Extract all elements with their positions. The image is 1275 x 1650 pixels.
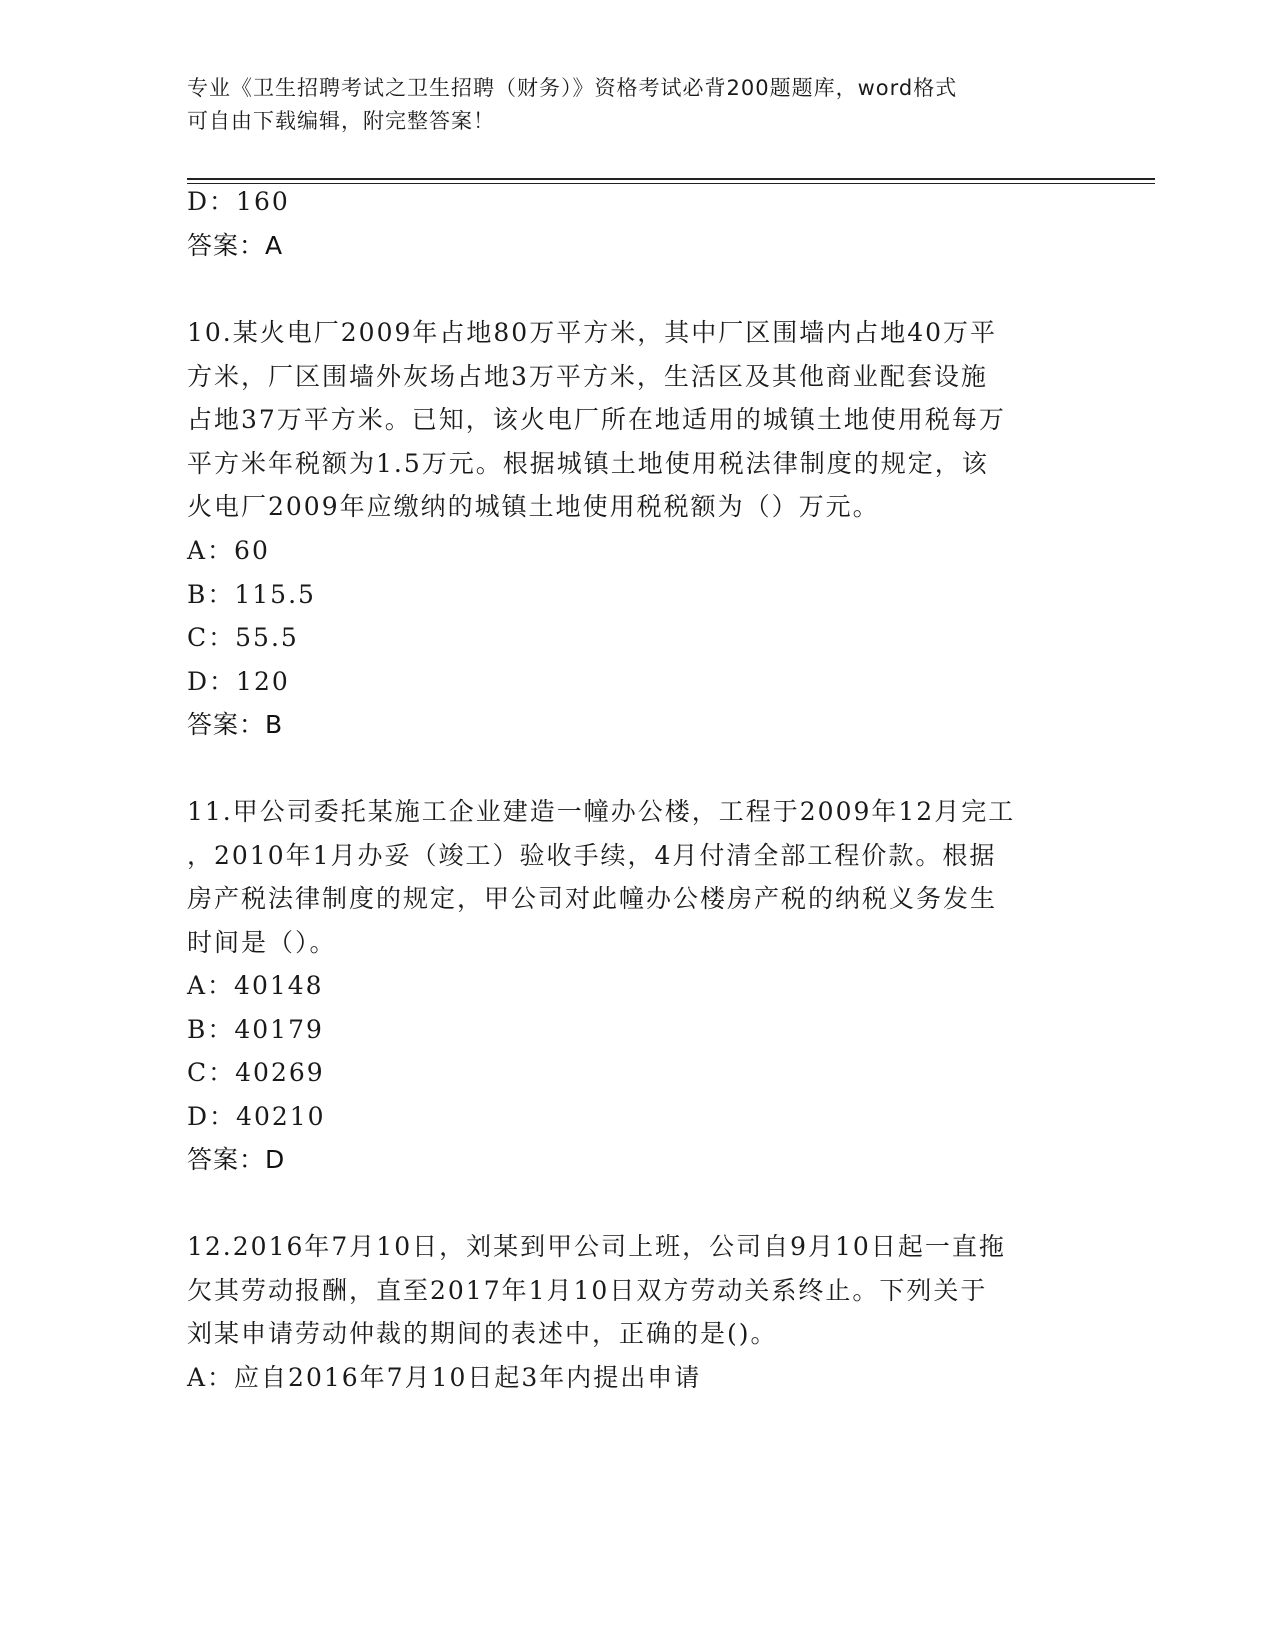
q10-stem-line-4: 平方米年税额为1.5万元。根据城镇土地使用税法律制度的规定，该 (187, 449, 989, 478)
q11-option-c: C：40269 (187, 1058, 325, 1087)
q11-option-d: D：40210 (187, 1102, 326, 1131)
q11-stem-line-3: 房产税法律制度的规定，甲公司对此幢办公楼房产税的纳税义务发生 (187, 884, 998, 913)
q11-option-a: A：40148 (187, 971, 324, 1000)
q12-stem-line-1: 12.2016年7月10日，刘某到甲公司上班，公司自9月10日起一直拖 (187, 1232, 1006, 1261)
q10-stem-line-2: 方米，厂区围墙外灰场占地3万平方米，生活区及其他商业配套设施 (187, 362, 988, 391)
q10-option-c: C：55.5 (187, 623, 299, 652)
q9-option-d: D：160 (187, 187, 290, 216)
q10-option-b: B：115.5 (187, 580, 316, 609)
q10-answer: 答案：B (187, 710, 284, 739)
header-divider-thin (187, 183, 1155, 184)
q11-answer: 答案：D (187, 1145, 286, 1174)
q11-stem-line-1: 11.甲公司委托某施工企业建造一幢办公楼，工程于2009年12月完工 (187, 797, 1016, 826)
header-title-line-2: 可自由下载编辑，附完整答案！ (187, 109, 495, 133)
q11-stem-line-2: ，2010年1月办妥（竣工）验收手续，4月付清全部工程价款。根据 (187, 841, 997, 870)
header-title-line-1: 专业《卫生招聘考试之卫生招聘（财务）》资格考试必背200题题库，word格式 (187, 76, 958, 100)
q12-stem-line-2: 欠其劳动报酬，直至2017年1月10日双方劳动关系终止。下列关于 (187, 1276, 988, 1305)
document-header (187, 72, 1087, 138)
q10-stem-line-5: 火电厂2009年应缴纳的城镇土地使用税税额为（）万元。 (187, 492, 880, 521)
q11-stem-line-4: 时间是（）。 (187, 928, 337, 957)
q10-stem-line-1: 10.某火电厂2009年占地80万平方米，其中厂区围墙内占地40万平 (187, 318, 998, 347)
q12-option-a: A：应自2016年7月10日起3年内提出申请 (187, 1363, 702, 1392)
q10-option-a: A：60 (187, 536, 270, 565)
q9-answer: 答案：A (187, 231, 284, 260)
q10-stem-line-3: 占地37万平方米。已知，该火电厂所在地适用的城镇土地使用税每万 (187, 405, 1006, 434)
q11-option-b: B：40179 (187, 1015, 324, 1044)
header-divider-thick (187, 178, 1155, 180)
q12-stem-line-3: 刘某申请劳动仲裁的期间的表述中，正确的是()。 (187, 1319, 778, 1348)
q10-option-d: D：120 (187, 667, 290, 696)
